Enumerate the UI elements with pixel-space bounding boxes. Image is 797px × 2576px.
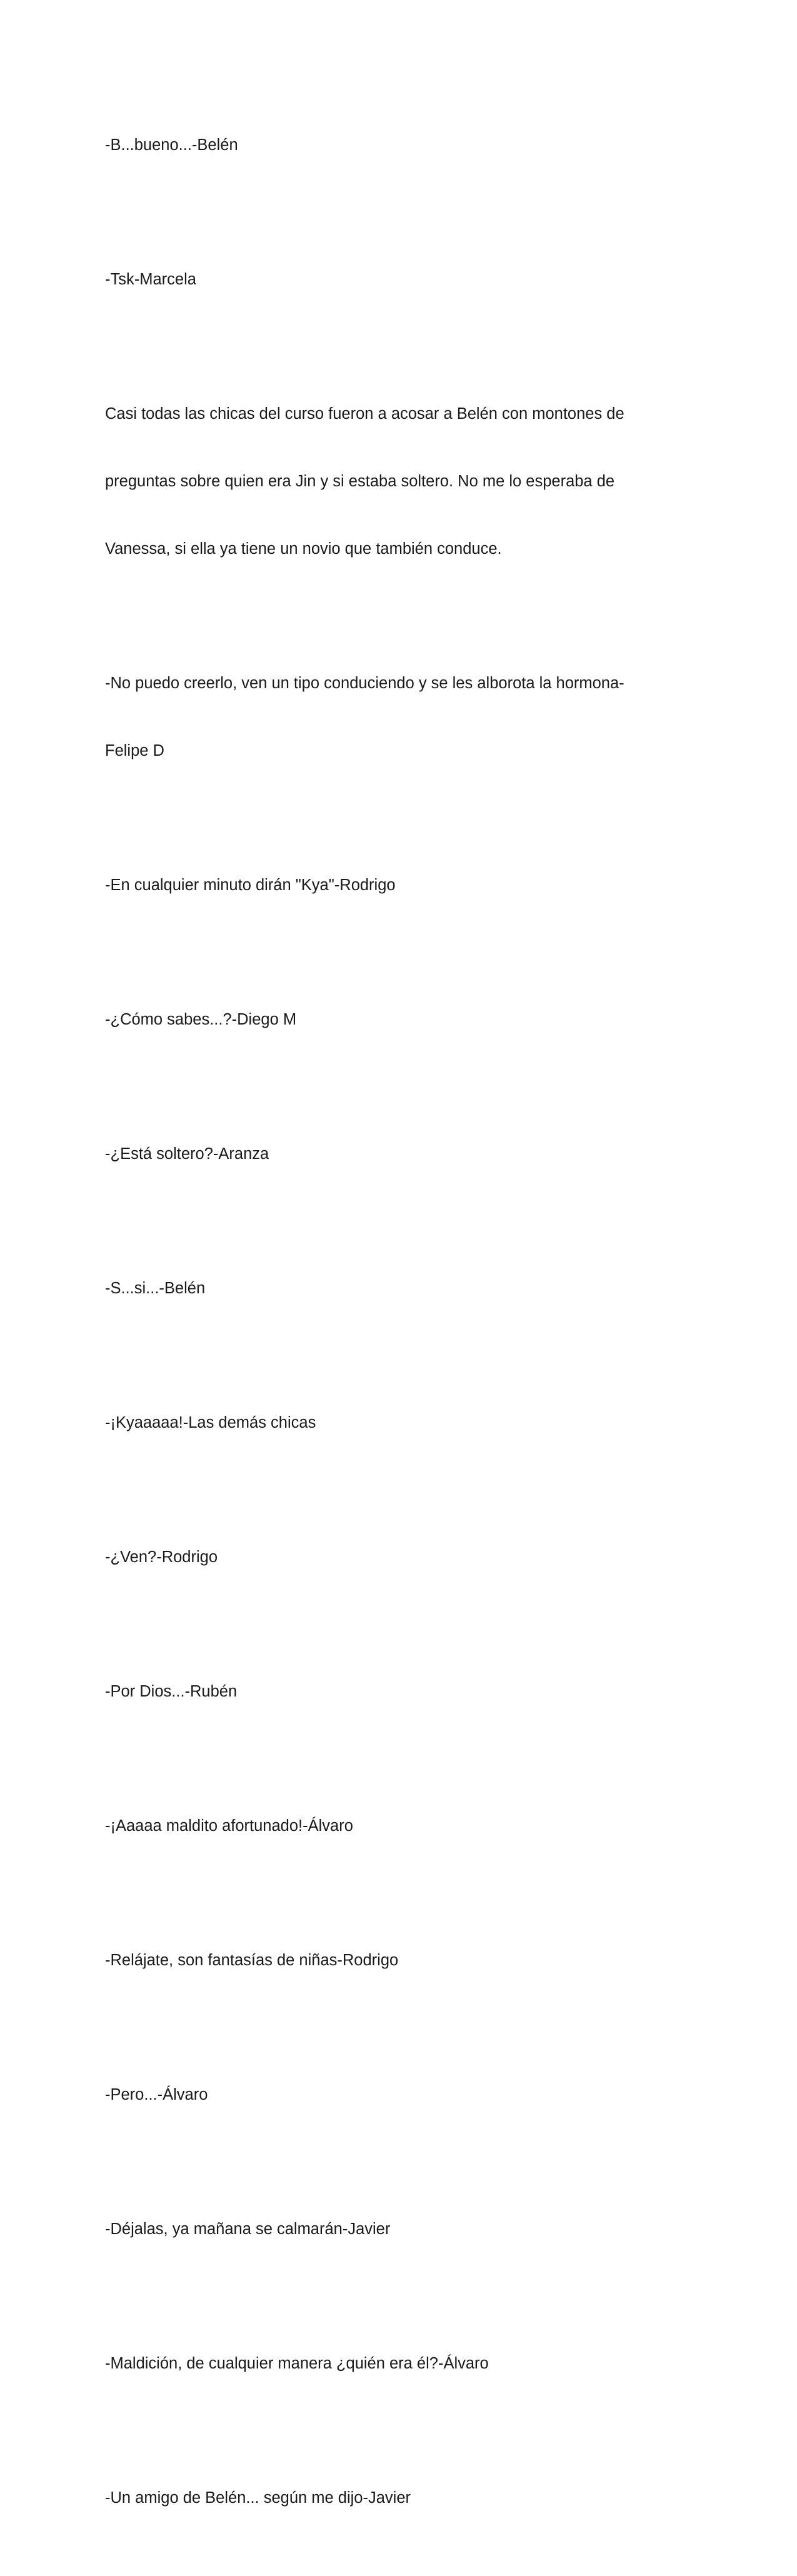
text-line: Felipe D	[105, 742, 164, 759]
text-line: -B...bueno...-Belén	[105, 136, 238, 154]
paragraph	[105, 1366, 668, 1479]
paragraph	[105, 1501, 668, 1613]
paragraph	[105, 2173, 668, 2285]
text-line: -¿Está soltero?-Aranza	[105, 1145, 269, 1163]
paragraph	[105, 963, 668, 1076]
text-line: -Maldición, de cualquier manera ¿quién era él?-Álvaro	[105, 2355, 489, 2372]
paragraph	[105, 829, 668, 941]
paragraph	[105, 2442, 668, 2554]
text-line: -¡Kyaaaaa!-Las demás chicas	[105, 1414, 316, 1431]
document-body	[105, 89, 668, 2576]
paragraph	[105, 89, 668, 201]
paragraph	[105, 1098, 668, 1210]
text-line: -¡Aaaaa maldito afortunado!-Álvaro	[105, 1817, 353, 1835]
text-line: Vanessa, si ella ya tiene un novio que también conduce.	[105, 540, 502, 558]
text-line: -Relájate, son fantasías de niñas-Rodrigo	[105, 1952, 399, 1969]
text-line: -Por Dios...-Rubén	[105, 1683, 238, 1700]
paragraph	[105, 1770, 668, 1882]
text-line: -Déjalas, ya mañana se calmarán-Javier	[105, 2220, 391, 2238]
paragraph	[105, 1232, 668, 1345]
text-line: -S...si...-Belén	[105, 1280, 206, 1297]
paragraph	[105, 358, 668, 605]
text-line: -Pero...-Álvaro	[105, 2086, 208, 2103]
text-line: -No puedo creerlo, ven un tipo conduciendo y se les alborota la hormona-	[105, 674, 624, 692]
paragraph	[105, 2038, 668, 2151]
paragraph	[105, 2307, 668, 2420]
paragraph	[105, 627, 668, 807]
text-line: -Un amigo de Belén... según me dijo-Javier	[105, 2489, 411, 2507]
text-line: preguntas sobre quien era Jin y si estaba soltero. No me lo esperaba de	[105, 473, 615, 490]
paragraph	[105, 1635, 668, 1748]
paragraph	[105, 1904, 668, 2017]
text-line: -Tsk-Marcela	[105, 271, 196, 288]
text-line: -¿Ven?-Rodrigo	[105, 1548, 218, 1566]
text-line: -En cualquier minuto dirán "Kya"-Rodrigo	[105, 876, 396, 894]
text-line: -¿Cómo sabes...?-Diego M	[105, 1011, 297, 1028]
paragraph	[105, 223, 668, 336]
text-line: Casi todas las chicas del curso fueron a acosar a Belén con montones de	[105, 405, 624, 423]
